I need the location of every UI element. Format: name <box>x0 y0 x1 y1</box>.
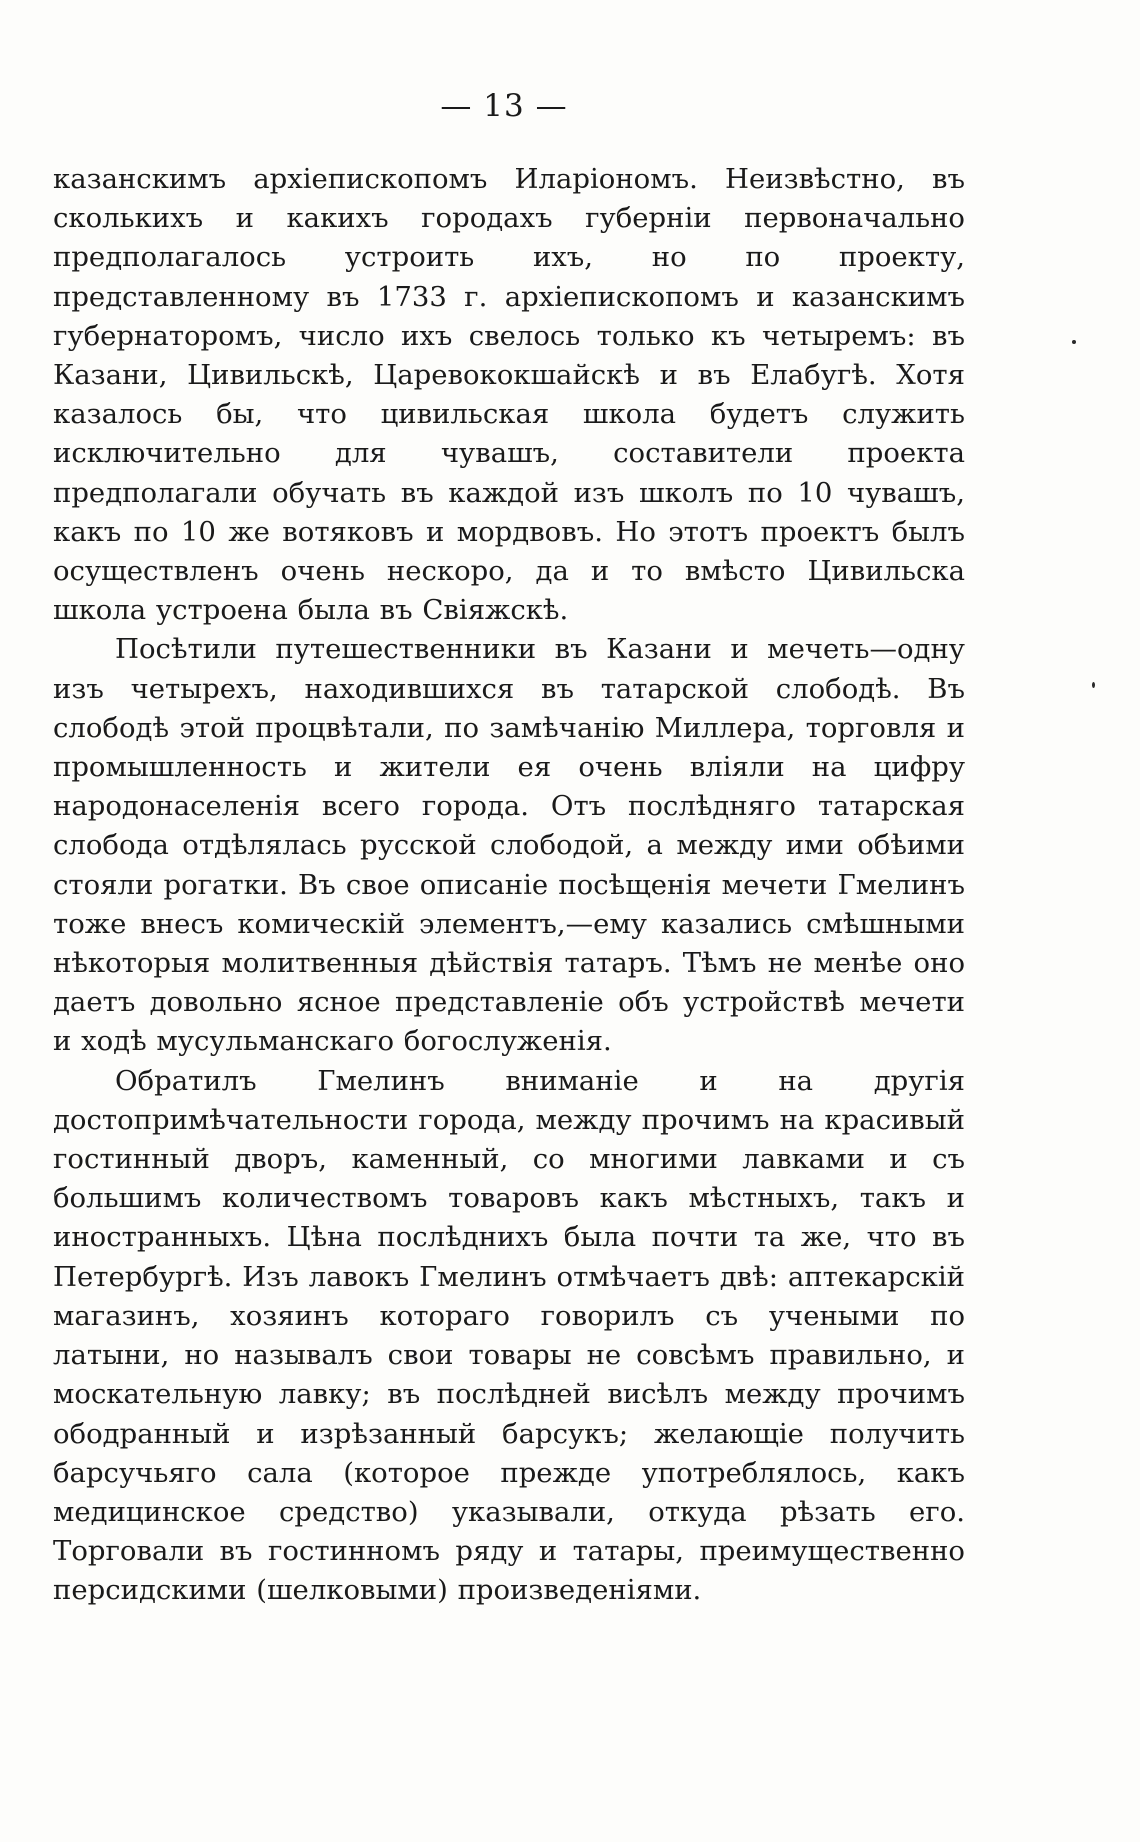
scan-speck <box>1072 340 1076 344</box>
page-number: — 13 — <box>440 88 568 124</box>
scan-speck <box>1092 682 1095 688</box>
paragraph-3: Обратилъ Гмелинъ вниманіе и на другія достопримѣчательности города, между прочимъ на красивый гостинный дворъ, каменный, со многими лавками и съ большимъ количествомъ товаровъ какъ мѣстныхъ, такъ и иностранныхъ. Цѣна послѣднихъ была почти та же, что въ Петербургѣ. Изъ лавокъ Гмелинъ отмѣчаетъ двѣ: аптекарскій магазинъ, хозяинъ котораго говорилъ съ учеными по латыни, но называлъ свои товары не совсѣмъ правильно, и москательную лавку; въ послѣдней висѣлъ между прочимъ ободранный и изрѣзанный барсукъ; желающіе получить барсучьяго сала (которое прежде употреблялось, какъ медицинское средство) указывали, откуда рѣзать его. Торговали въ гостинномъ ряду и татары, преимущественно персидскими (шелковыми) произведеніями. <box>53 1064 965 1607</box>
paragraph-1: казанскимъ архіепископомъ Иларіономъ. Неизвѣстно, въ сколькихъ и какихъ городахъ губерніи первоначально предполагалось устроить ихъ, но по проекту, представленному въ 1733 г. архіепископомъ и казанскимъ губернаторомъ, число ихъ свелось только къ четыремъ: въ Казани, Цивильскѣ, Царевококшайскѣ и въ Елабугѣ. Хотя казалось бы, что цивильская школа будетъ служить исключительно для чувашъ, составители проекта предполагали обучать въ каждой изъ школъ по 10 чувашъ, какъ по 10 же вотяковъ и мордвовъ. Но этотъ проектъ былъ осуществленъ очень нескоро, да и то вмѣсто Цивильска школа устроена была въ Свіяжскѣ. <box>53 163 965 627</box>
body-text <box>53 160 965 1611</box>
paragraph-2: Посѣтили путешественники въ Казани и мечеть—одну изъ четырехъ, находившихся въ татарской слободѣ. Въ слободѣ этой процвѣтали, по замѣчанію Миллера, торговля и промышленность и жители ея очень вліяли на цифру народонаселенія всего города. Отъ послѣдняго татарская слобода отдѣлялась русской слободой, а между ими обѣими стояли рогатки. Въ свое описаніе посѣщенія мечети Гмелинъ тоже внесъ комическій элементъ,—ему казались смѣшными нѣкоторыя молитвенныя дѣйствія татаръ. Тѣмъ не менѣе оно даетъ довольно ясное представленіе объ устройствѣ мечети и ходѣ мусульманскаго богослуженія. <box>53 633 965 1058</box>
